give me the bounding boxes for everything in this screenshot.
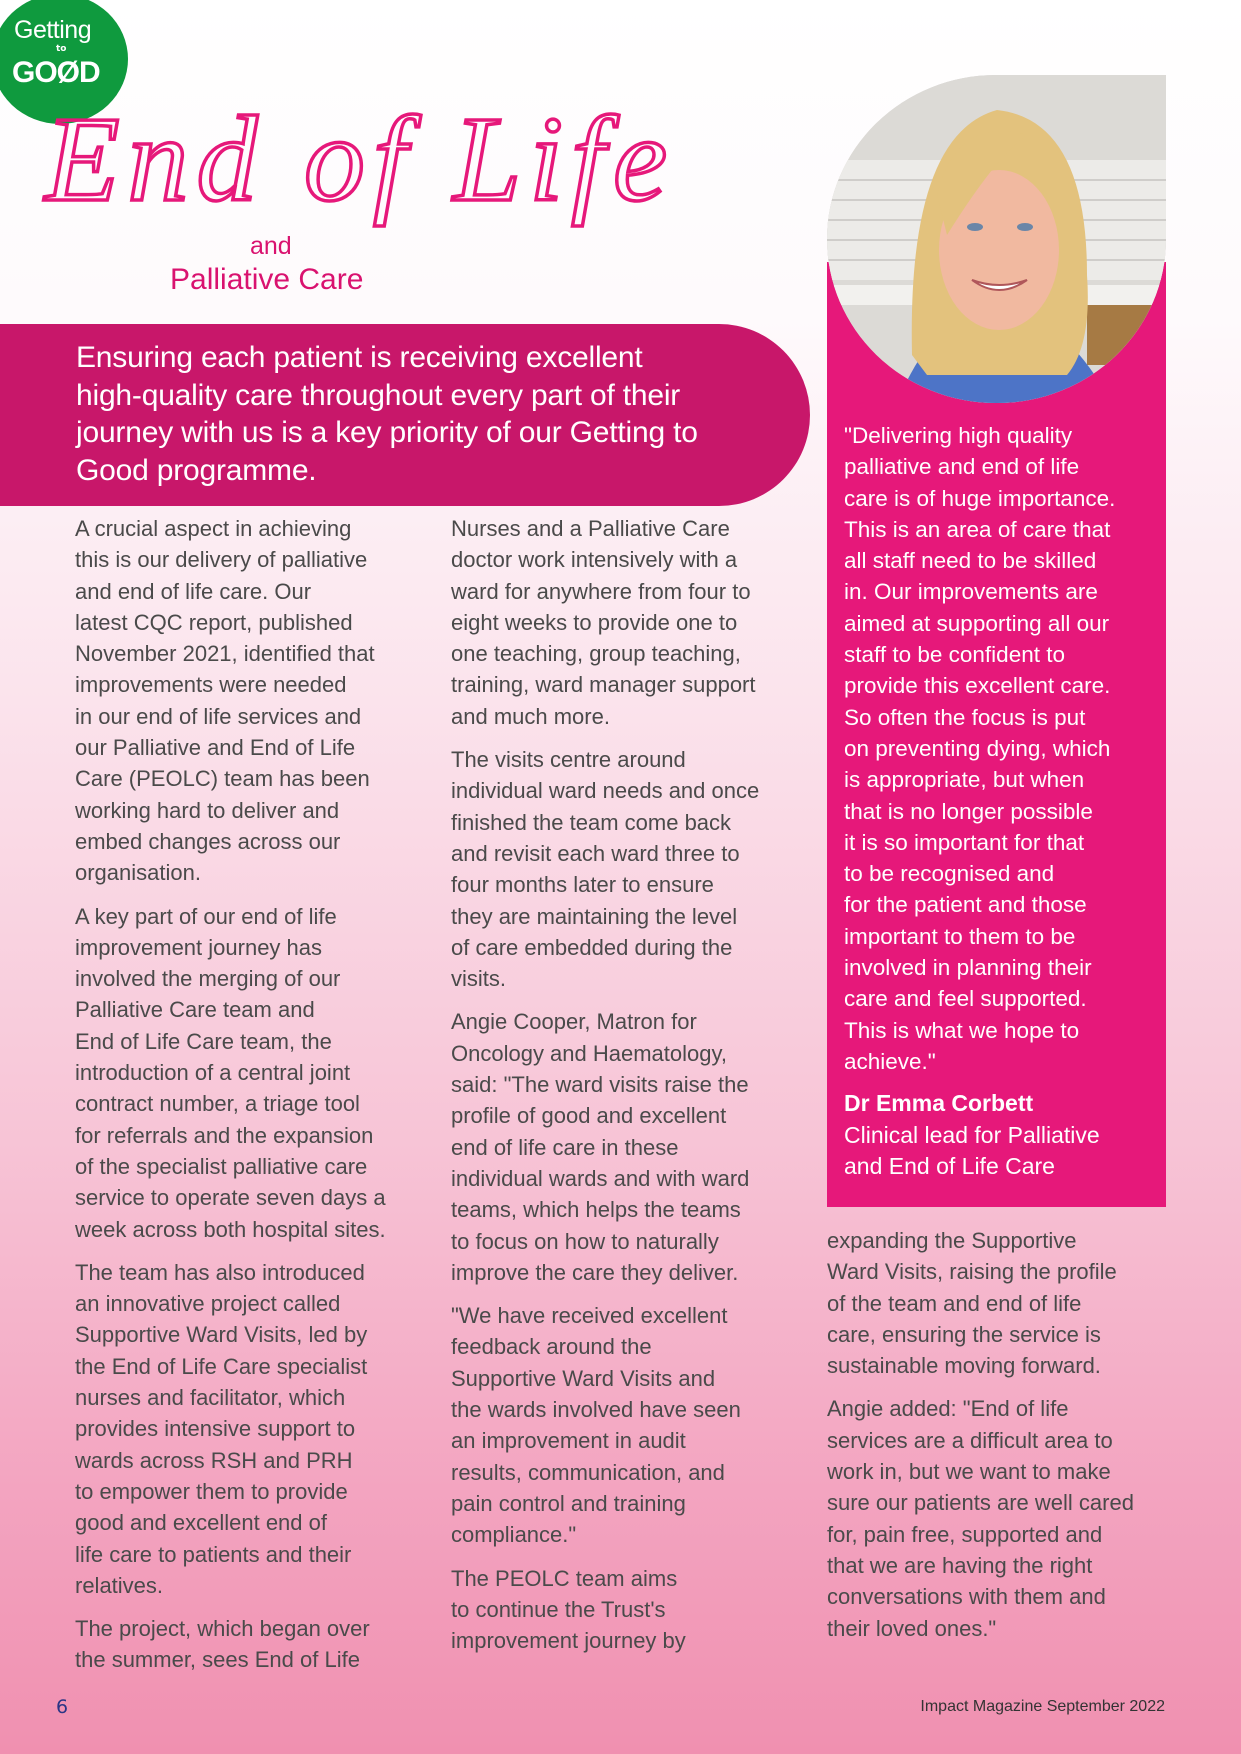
paragraph: The project, which began over the summer, sees End of Life	[75, 1616, 370, 1673]
paragraph: "We have received excellent feedback around the Supportive Ward Visits and the wards involved have seen an improvement in audit results, communication, and pain control and training compliance."	[451, 1303, 741, 1548]
paragraph: Nurses and a Palliative Care doctor work intensively with a ward for anywhere from four to eight weeks to provide one to one teaching, group teaching, training, ward manager support and much more.	[451, 516, 756, 729]
portrait-photo	[827, 75, 1166, 403]
article-column-3	[827, 1225, 1187, 1656]
paragraph: A crucial aspect in achieving this is our delivery of palliative and end of life care. Our latest CQC report, published November 2021, identified that improvements were needed in our end of life services and our Palliative and End of Life Care (PEOLC) team has been working hard to deliver and embed changes across our organisation.	[75, 516, 375, 886]
title-and: and	[250, 232, 292, 260]
article-column-1	[75, 513, 435, 1688]
script-title	[40, 95, 810, 230]
quote-author-name: Dr Emma Corbett	[844, 1090, 1034, 1116]
paragraph: The PEOLC team aims to continue the Trust's improvement journey by	[451, 1565, 686, 1654]
page-subtitle: Palliative Care	[170, 263, 364, 296]
paragraph: expanding the Supportive Ward Visits, raising the profile of the team and end of life care, ensuring the service is sustainable moving forward.	[827, 1228, 1117, 1379]
page-number: 6	[56, 1696, 69, 1718]
paragraph: Angie Cooper, Matron for Oncology and Haematology, said: "The ward visits raise the profile of good and excellent end of life care in these individual wards and with ward teams, which helps the teams to focus on how to naturally improve the care they deliver.	[451, 1009, 750, 1285]
publication-footer: Impact Magazine September 2022	[920, 1698, 1165, 1715]
logo-line2: to	[56, 44, 67, 54]
script-title-text: End of Life	[45, 95, 676, 227]
paragraph: A key part of our end of life improvement journey has involved the merging of our Palliative Care team and End of Life Care team, the introduction of a central joint contract number, a triage tool for referrals and the expansion of the specialist palliative care service to operate seven days a week across both hospital sites.	[75, 903, 386, 1242]
pull-quote: "Delivering high quality palliative and end of life care is of huge importance. This is an area of care that all staff need to be skilled in. Our improvements are aimed at supporting all our staff to be confident to provide this excellent care. So often the focus is put on preventing dying, which is appropriate, but when that is no longer possible it is so important for that to be recognised and for the patient and those important to them to be involved in planning their care and feel supported. This is what we hope to achieve."	[844, 423, 1116, 1074]
logo-line1: Getting	[14, 16, 92, 44]
quote-author-role: Clinical lead for Palliative and End of Life Care	[844, 1122, 1100, 1180]
intro-banner-text: Ensuring each patient is receiving excellent high-quality care throughout every part of their journey with us is a key priority of our Getting to Good programme.	[76, 341, 698, 487]
paragraph: The visits centre around individual ward needs and once finished the team come back and revisit each ward three to four months later to ensure they are maintaining the level of care embedded during the visits.	[451, 747, 760, 992]
logo-line3: GOØD	[12, 56, 100, 89]
portrait-illustration	[827, 75, 1166, 403]
paragraph: Angie added: "End of life services are a difficult area to work in, but we want to make sure our patients are well cared for, pain free, supported and that we are having the right conversations with them and their loved ones."	[827, 1396, 1134, 1641]
paragraph: The team has also introduced an innovative project called Supportive Ward Visits, led by the End of Life Care specialist nurses and facilitator, which provides intensive support to wards across RSH and PRH to empower them to provide good and excellent end of life care to patients and their relatives.	[75, 1259, 368, 1598]
article-column-2	[451, 513, 811, 1668]
